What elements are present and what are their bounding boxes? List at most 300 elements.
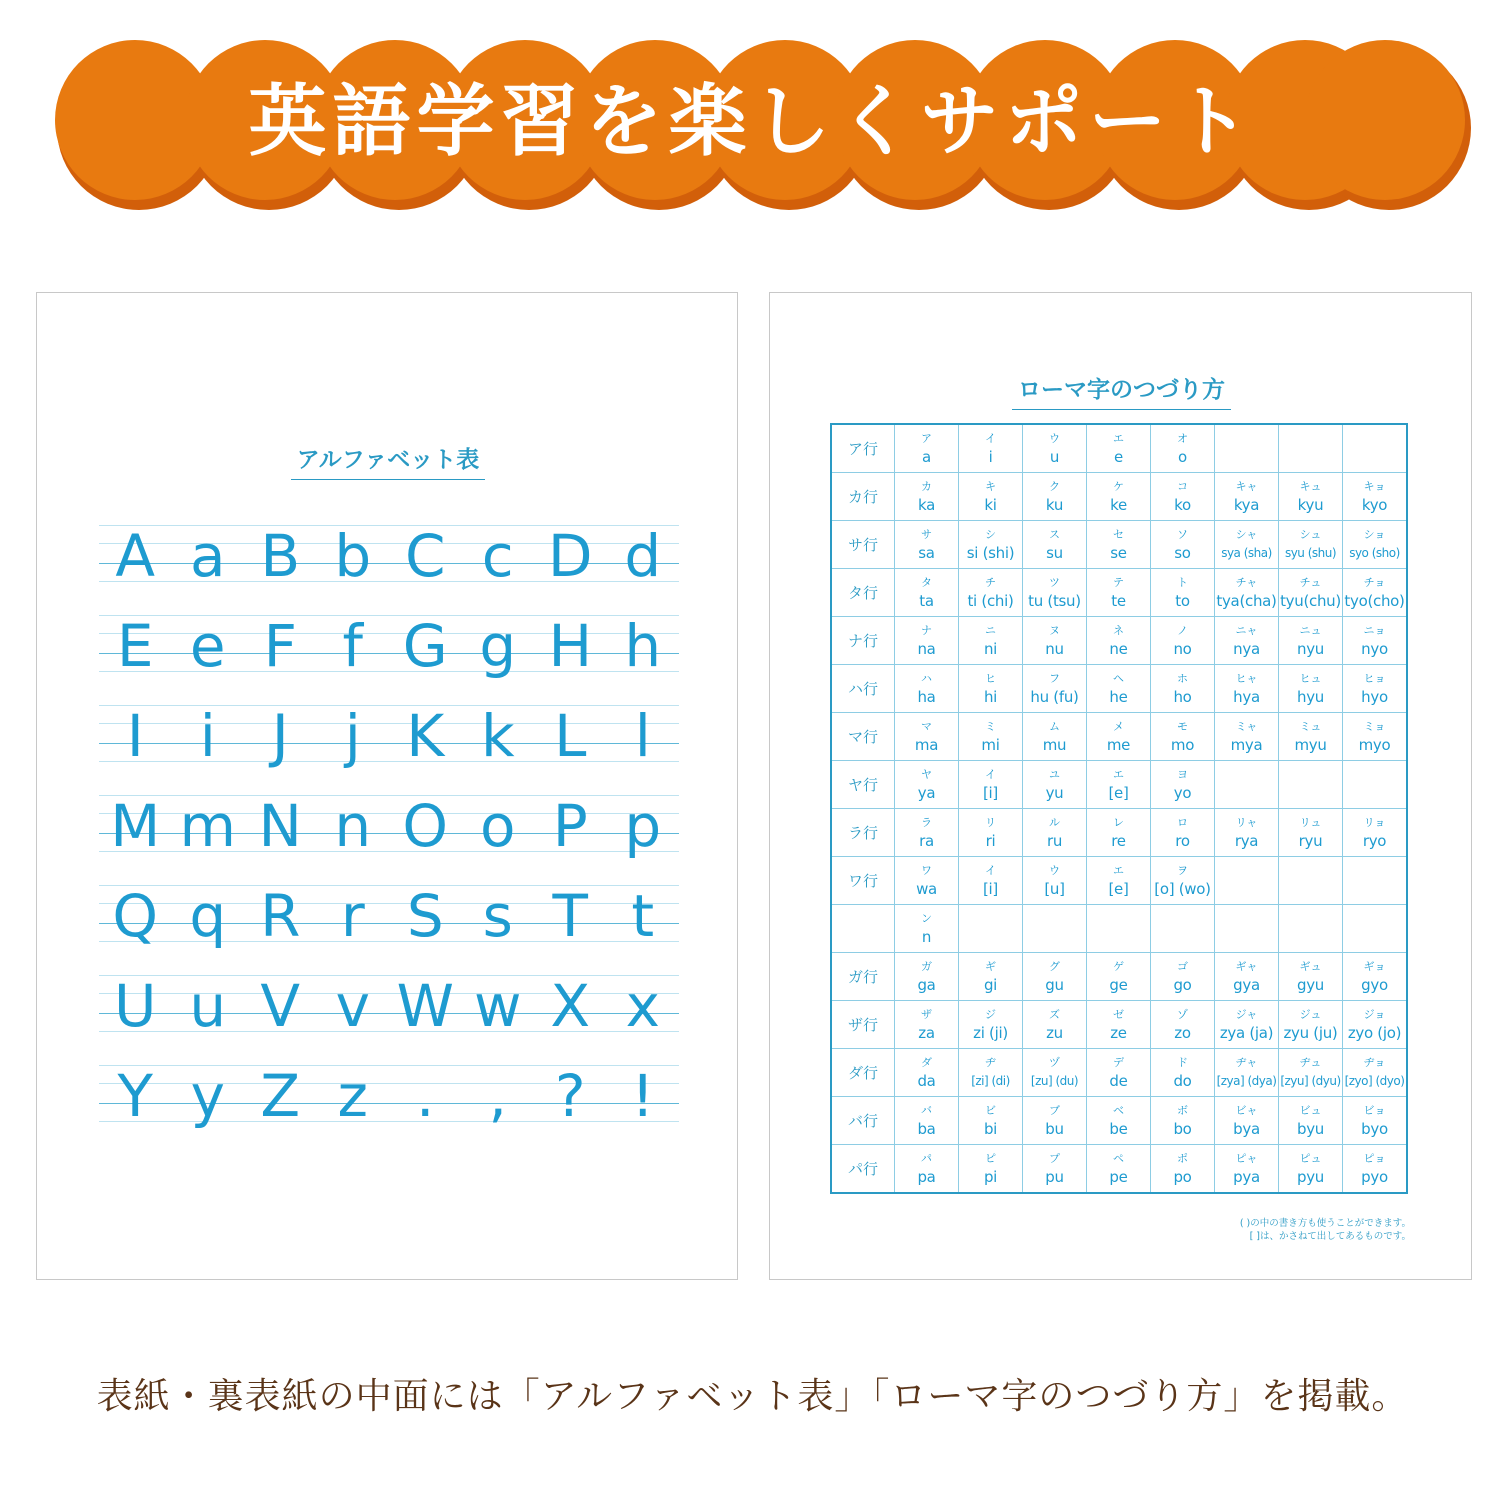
kana-text: テ — [1113, 575, 1124, 589]
romaji-cell — [1023, 473, 1087, 521]
romaji-cell — [895, 1049, 959, 1097]
romaji-text: ge — [1109, 975, 1128, 994]
kana-text: ジョ — [1363, 1007, 1386, 1021]
romaji-cell — [895, 473, 959, 521]
romaji-chart-title-text: ローマ字のつづり方 — [1012, 377, 1231, 410]
alphabet-letter: p — [624, 792, 662, 860]
romaji-text: zyu (ju) — [1283, 1023, 1338, 1042]
alphabet-letter: L — [554, 702, 587, 770]
romaji-row-label: ガ行 — [831, 953, 895, 1001]
romaji-text: me — [1106, 735, 1131, 754]
romaji-text: nyo — [1361, 639, 1388, 658]
banner-title: 英語学習を楽しくサポート — [248, 77, 1257, 167]
alphabet-letter: F — [263, 612, 297, 680]
romaji-row — [831, 665, 1407, 713]
romaji-text: zyo (jo) — [1347, 1023, 1402, 1042]
romaji-text: tyo(cho) — [1344, 591, 1405, 610]
romaji-text: nya — [1233, 639, 1260, 658]
romaji-text: pyu — [1296, 1167, 1324, 1186]
kana-text: ボ — [1177, 1103, 1188, 1117]
alphabet-letter: b — [334, 522, 372, 590]
romaji-cell — [959, 521, 1023, 569]
romaji-table — [830, 423, 1408, 1194]
romaji-row — [831, 1001, 1407, 1049]
romaji-text: ri — [985, 831, 996, 850]
romaji-text: ga — [917, 975, 936, 994]
romaji-cell — [1151, 1097, 1215, 1145]
kana-text: オ — [1177, 431, 1188, 445]
romaji-text: gya — [1233, 975, 1260, 994]
romaji-cell — [1343, 905, 1408, 953]
kana-text: リョ — [1363, 815, 1386, 829]
alphabet-letter: J — [271, 702, 289, 770]
romaji-row — [831, 521, 1407, 569]
romaji-row-label: ハ行 — [831, 665, 895, 713]
romaji-cell — [959, 809, 1023, 857]
romaji-text: o — [1178, 447, 1187, 466]
alphabet-row-letters — [99, 882, 679, 975]
romaji-row — [831, 857, 1407, 905]
romaji-cell — [895, 905, 959, 953]
alphabet-row-letters — [99, 1062, 679, 1155]
kana-text: ギャ — [1235, 959, 1258, 973]
kana-text: デ — [1113, 1055, 1124, 1069]
romaji-cell — [895, 953, 959, 1001]
romaji-cell — [1279, 713, 1343, 761]
romaji-text: he — [1109, 687, 1128, 706]
kana-text: キョ — [1363, 479, 1386, 493]
kana-text: ゼ — [1113, 1007, 1124, 1021]
alphabet-letter: g — [479, 612, 517, 680]
alphabet-letter: ? — [554, 1062, 586, 1130]
romaji-cell — [1087, 1049, 1151, 1097]
romaji-text: ha — [917, 687, 936, 706]
kana-text: ル — [1049, 815, 1060, 829]
romaji-cell — [1215, 1097, 1279, 1145]
romaji-cell — [1343, 1049, 1408, 1097]
romaji-text: myu — [1294, 735, 1327, 754]
kana-text: イ — [985, 767, 996, 781]
alphabet-letter: q — [189, 882, 227, 950]
romaji-text: ku — [1045, 495, 1064, 514]
romaji-cell — [959, 1097, 1023, 1145]
kana-text: リャ — [1235, 815, 1258, 829]
romaji-text: yu — [1045, 783, 1064, 802]
romaji-row — [831, 424, 1407, 473]
alphabet-letter: j — [344, 702, 361, 770]
romaji-cell — [1279, 569, 1343, 617]
kana-text: ズ — [1049, 1007, 1060, 1021]
romaji-row-label: ナ行 — [831, 617, 895, 665]
romaji-cell — [1023, 809, 1087, 857]
romaji-cell — [1151, 857, 1215, 905]
romaji-cell — [1343, 761, 1408, 809]
romaji-cell — [1023, 569, 1087, 617]
kana-text: エ — [1113, 863, 1124, 877]
alphabet-letter: D — [547, 522, 593, 590]
romaji-cell — [1151, 905, 1215, 953]
romaji-cell — [1279, 665, 1343, 713]
kana-text: ミョ — [1363, 719, 1386, 733]
romaji-cell — [1023, 424, 1087, 473]
romaji-cell — [1151, 1049, 1215, 1097]
romaji-cell — [1343, 617, 1408, 665]
romaji-text: ta — [919, 591, 934, 610]
kana-text: キャ — [1235, 479, 1258, 493]
romaji-text: wa — [916, 879, 937, 898]
romaji-text: tyu(chu) — [1280, 591, 1341, 610]
romaji-cell — [1023, 857, 1087, 905]
romaji-text: kyu — [1297, 495, 1324, 514]
romaji-row-label: サ行 — [831, 521, 895, 569]
romaji-text: gyu — [1296, 975, 1324, 994]
kana-text: ショ — [1363, 527, 1386, 541]
romaji-row-label: ザ行 — [831, 1001, 895, 1049]
alphabet-letter: f — [342, 612, 363, 680]
kana-text: チャ — [1235, 575, 1258, 589]
romaji-row-label — [831, 905, 895, 953]
romaji-cell — [1215, 761, 1279, 809]
alphabet-row-letters — [99, 612, 679, 705]
romaji-cell — [1215, 857, 1279, 905]
romaji-chart-title — [770, 371, 1473, 404]
romaji-cell — [1151, 473, 1215, 521]
romaji-text: mi — [981, 735, 1000, 754]
romaji-text: ba — [917, 1119, 936, 1138]
romaji-cell — [1279, 761, 1343, 809]
romaji-text: zi (ji) — [973, 1023, 1008, 1042]
kana-text: メ — [1113, 719, 1124, 733]
romaji-cell — [959, 1001, 1023, 1049]
kana-text: ミャ — [1235, 719, 1258, 733]
romaji-cell — [895, 809, 959, 857]
alphabet-letter: a — [189, 522, 226, 590]
kana-text: ナ — [921, 623, 932, 637]
romaji-row — [831, 473, 1407, 521]
romaji-cell — [895, 617, 959, 665]
romaji-row — [831, 1145, 1407, 1194]
kana-text: ゲ — [1113, 959, 1124, 973]
romaji-text: ke — [1110, 495, 1127, 514]
romaji-cell — [1087, 617, 1151, 665]
alphabet-letter: w — [474, 972, 522, 1040]
romaji-text: gi — [983, 975, 998, 994]
alphabet-row — [99, 612, 679, 705]
kana-text: シュ — [1299, 527, 1322, 541]
kana-text: ニュ — [1299, 623, 1322, 637]
romaji-cell — [1087, 521, 1151, 569]
kana-text: ン — [921, 911, 932, 925]
romaji-text: do — [1173, 1071, 1192, 1090]
alphabet-letter: E — [116, 612, 154, 680]
kana-text: ヘ — [1113, 671, 1124, 685]
romaji-cell — [1279, 1001, 1343, 1049]
romaji-text: pi — [983, 1167, 998, 1186]
kana-text: ラ — [921, 815, 932, 829]
romaji-cell — [1151, 521, 1215, 569]
romaji-text: sya (sha) — [1221, 545, 1272, 560]
alphabet-letter: P — [552, 792, 588, 860]
romaji-text: [zya] (dya) — [1216, 1073, 1277, 1088]
alphabet-chart-title — [37, 441, 739, 474]
romaji-text: zu — [1046, 1023, 1063, 1042]
romaji-cell — [1215, 424, 1279, 473]
romaji-row — [831, 905, 1407, 953]
romaji-cell — [1279, 521, 1343, 569]
alphabet-row-letters — [99, 522, 679, 615]
romaji-text: za — [918, 1023, 935, 1042]
romaji-text: de — [1109, 1071, 1128, 1090]
romaji-cell — [1151, 1145, 1215, 1194]
romaji-text: te — [1111, 591, 1126, 610]
romaji-cell — [959, 1145, 1023, 1194]
kana-text: ユ — [1049, 767, 1060, 781]
kana-text: モ — [1177, 719, 1188, 733]
alphabet-letter: d — [624, 522, 662, 590]
romaji-cell — [1087, 1001, 1151, 1049]
romaji-chart-panel — [769, 292, 1472, 1280]
romaji-text: ra — [919, 831, 934, 850]
alphabet-letter: M — [110, 792, 161, 860]
kana-text: リュ — [1299, 815, 1322, 829]
romaji-cell — [1151, 665, 1215, 713]
romaji-row-label: ラ行 — [831, 809, 895, 857]
kana-text: パ — [921, 1151, 932, 1165]
kana-text: タ — [921, 575, 932, 589]
kana-text: ホ — [1177, 671, 1188, 685]
alphabet-row — [99, 522, 679, 615]
kana-text: セ — [1113, 527, 1124, 541]
romaji-cell — [1279, 473, 1343, 521]
kana-text: ハ — [921, 671, 932, 685]
romaji-cell — [1215, 569, 1279, 617]
alphabet-letter: T — [552, 882, 588, 950]
kana-text: ジュ — [1299, 1007, 1322, 1021]
romaji-cell — [895, 761, 959, 809]
kana-text: ク — [1049, 479, 1060, 493]
romaji-cell — [1087, 857, 1151, 905]
alphabet-letter: x — [625, 972, 660, 1040]
romaji-cell — [1279, 857, 1343, 905]
romaji-text: ze — [1110, 1023, 1127, 1042]
romaji-cell — [1087, 953, 1151, 1001]
kana-text: ダ — [921, 1055, 932, 1069]
romaji-cell — [1343, 521, 1408, 569]
romaji-text: bya — [1233, 1119, 1260, 1138]
alphabet-letter: h — [624, 612, 662, 680]
romaji-cell — [1023, 1001, 1087, 1049]
romaji-cell — [1343, 953, 1408, 1001]
title-banner — [0, 0, 1505, 230]
romaji-cell — [1023, 713, 1087, 761]
romaji-cell — [1343, 1145, 1408, 1194]
alphabet-row — [99, 1062, 679, 1155]
romaji-cell — [1279, 809, 1343, 857]
kana-text: ネ — [1113, 623, 1124, 637]
kana-text: ウ — [1049, 431, 1060, 445]
romaji-text: gu — [1045, 975, 1064, 994]
romaji-cell — [1151, 761, 1215, 809]
romaji-cell — [1343, 1001, 1408, 1049]
romaji-text: nyu — [1297, 639, 1324, 658]
romaji-row — [831, 809, 1407, 857]
romaji-text: [zyu] (dyu) — [1280, 1073, 1341, 1088]
romaji-cell — [1023, 665, 1087, 713]
romaji-row-label: バ行 — [831, 1097, 895, 1145]
romaji-cell — [959, 665, 1023, 713]
romaji-text: ho — [1173, 687, 1192, 706]
romaji-row — [831, 1097, 1407, 1145]
kana-text: ジャ — [1235, 1007, 1258, 1021]
romaji-cell — [1151, 953, 1215, 1001]
romaji-text: bi — [983, 1119, 998, 1138]
romaji-text: ma — [914, 735, 939, 754]
romaji-cell — [959, 1049, 1023, 1097]
kana-text: チュ — [1299, 575, 1322, 589]
romaji-cell — [1215, 953, 1279, 1001]
romaji-row — [831, 1049, 1407, 1097]
alphabet-row-letters — [99, 792, 679, 885]
alphabet-letter: X — [550, 972, 591, 1040]
romaji-text: [e] — [1108, 783, 1129, 802]
kana-text: ギュ — [1299, 959, 1322, 973]
kana-text: リ — [985, 815, 996, 829]
romaji-text: to — [1175, 591, 1190, 610]
kana-text: チ — [985, 575, 996, 589]
kana-text: ヒュ — [1299, 671, 1322, 685]
kana-text: ヤ — [921, 767, 932, 781]
alphabet-letter: Y — [117, 1062, 153, 1130]
kana-text: ミュ — [1299, 719, 1322, 733]
romaji-row-label: カ行 — [831, 473, 895, 521]
alphabet-letter: , — [488, 1062, 507, 1130]
kana-text: ポ — [1177, 1151, 1188, 1165]
alphabet-row — [99, 972, 679, 1065]
romaji-text: byo — [1361, 1119, 1388, 1138]
kana-text: ド — [1177, 1055, 1188, 1069]
romaji-cell — [1279, 1145, 1343, 1194]
kana-text: グ — [1049, 959, 1060, 973]
romaji-text: hya — [1233, 687, 1260, 706]
kana-text: ガ — [921, 959, 932, 973]
kana-text: ニ — [985, 623, 996, 637]
romaji-text: pu — [1045, 1167, 1064, 1186]
alphabet-letter: s — [482, 882, 513, 950]
romaji-text: byu — [1296, 1119, 1324, 1138]
alphabet-letter: I — [126, 702, 144, 770]
romaji-text: gyo — [1361, 975, 1388, 994]
romaji-text: syo (sho) — [1349, 545, 1400, 560]
kana-text: ヒャ — [1235, 671, 1258, 685]
romaji-text: mo — [1170, 735, 1195, 754]
kana-text: ギョ — [1363, 959, 1386, 973]
alphabet-row — [99, 882, 679, 975]
kana-text: エ — [1113, 431, 1124, 445]
kana-text: ビョ — [1363, 1103, 1386, 1117]
alphabet-chart-title-text: アルファベット表 — [291, 447, 486, 480]
alphabet-letter: V — [260, 972, 301, 1040]
romaji-cell — [1087, 809, 1151, 857]
romaji-text: syu (shu) — [1284, 545, 1337, 560]
kana-text: ピュ — [1299, 1151, 1322, 1165]
romaji-row-label: パ行 — [831, 1145, 895, 1194]
romaji-cell — [959, 761, 1023, 809]
romaji-text: kyo — [1361, 495, 1388, 514]
romaji-cell — [1343, 569, 1408, 617]
alphabet-letter: U — [114, 972, 157, 1040]
romaji-text: hyu — [1297, 687, 1324, 706]
romaji-row — [831, 569, 1407, 617]
alphabet-letter: e — [189, 612, 226, 680]
romaji-text: se — [1110, 543, 1127, 562]
romaji-cell — [1343, 424, 1408, 473]
romaji-text: ya — [917, 783, 936, 802]
kana-text: ピ — [985, 1151, 996, 1165]
kana-text: ノ — [1177, 623, 1188, 637]
romaji-text: su — [1046, 543, 1063, 562]
alphabet-letter: S — [406, 882, 444, 950]
alphabet-letter: Z — [260, 1062, 301, 1130]
alphabet-letter: l — [634, 702, 651, 770]
romaji-text: n — [921, 927, 932, 946]
alphabet-letter: Q — [112, 882, 159, 950]
romaji-cell — [1215, 473, 1279, 521]
romaji-text: ru — [1046, 831, 1063, 850]
romaji-text: pe — [1109, 1167, 1128, 1186]
romaji-cell — [959, 857, 1023, 905]
romaji-text: myo — [1358, 735, 1391, 754]
kana-text: イ — [985, 431, 996, 445]
romaji-cell — [1343, 809, 1408, 857]
kana-text: フ — [1049, 671, 1060, 685]
alphabet-grid — [99, 522, 679, 1155]
kana-text: ブ — [1049, 1103, 1060, 1117]
romaji-cell — [1087, 473, 1151, 521]
romaji-text: bu — [1045, 1119, 1064, 1138]
kana-text: ヂョ — [1363, 1055, 1386, 1069]
romaji-text: ki — [984, 495, 997, 514]
romaji-cell — [1343, 473, 1408, 521]
kana-text: ミ — [985, 719, 996, 733]
kana-text: ビュ — [1299, 1103, 1322, 1117]
romaji-text: tya(cha) — [1216, 591, 1277, 610]
romaji-cell — [959, 473, 1023, 521]
alphabet-row-letters — [99, 702, 679, 795]
romaji-cell — [1215, 521, 1279, 569]
kana-text: ヂュ — [1299, 1055, 1322, 1069]
romaji-cell — [1279, 1097, 1343, 1145]
romaji-text: be — [1109, 1119, 1128, 1138]
romaji-text: mya — [1230, 735, 1263, 754]
kana-text: ピョ — [1363, 1151, 1386, 1165]
kana-text: ジ — [985, 1007, 996, 1021]
kana-text: サ — [921, 527, 932, 541]
romaji-cell — [1087, 665, 1151, 713]
kana-text: ビ — [985, 1103, 996, 1117]
romaji-text: no — [1173, 639, 1192, 658]
alphabet-letter: A — [115, 522, 156, 590]
kana-text: ベ — [1113, 1103, 1124, 1117]
kana-text: ヌ — [1049, 623, 1060, 637]
romaji-row — [831, 617, 1407, 665]
romaji-text: rya — [1234, 831, 1259, 850]
kana-text: ヒョ — [1363, 671, 1386, 685]
alphabet-letter: N — [258, 792, 302, 860]
kana-text: ビャ — [1235, 1103, 1258, 1117]
romaji-cell — [1215, 665, 1279, 713]
romaji-text: pa — [917, 1167, 936, 1186]
romaji-text: bo — [1173, 1119, 1192, 1138]
